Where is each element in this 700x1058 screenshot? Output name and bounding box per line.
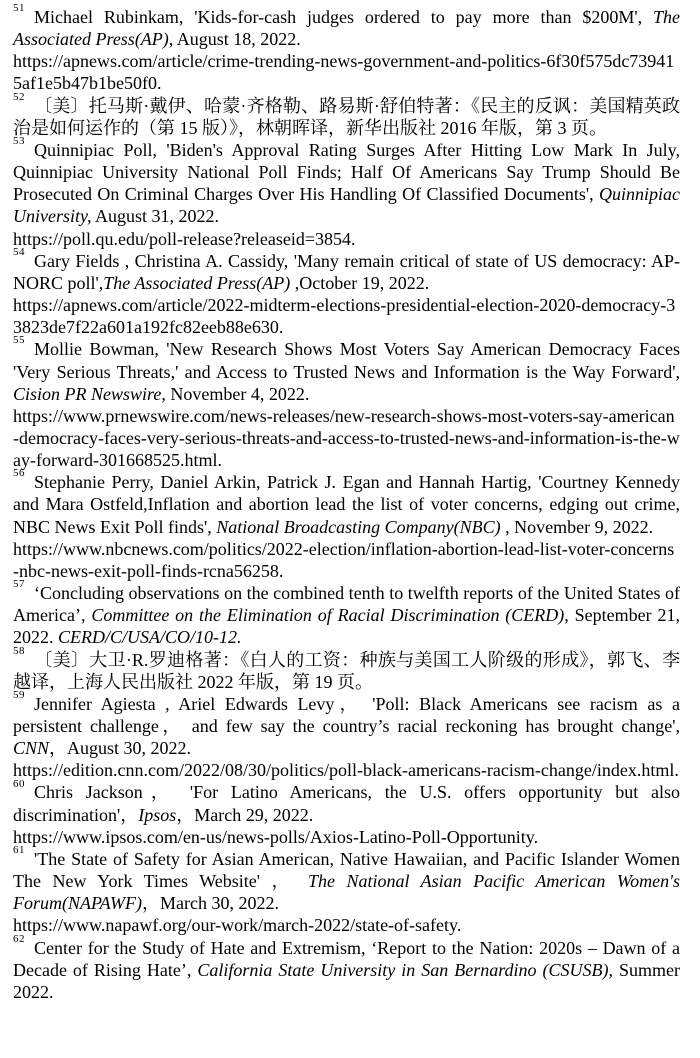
footnote-55 <box>13 334 680 471</box>
footnote-number: 61 <box>13 844 25 856</box>
footnote-text-run: Quinnipiac Poll, 'Biden's Approval Rating Surges After Hitting Low Mark In July, Quinnipiac University National Poll Finds; Half Of Americans Say Trump Should Be Prosecuted On Criminal Charges Over His Handling Of Classified Documents', <box>13 139 680 205</box>
footnote-text-run: Committee on the Elimination of Racial Discrimination (CERD), <box>91 605 569 626</box>
footnote-text-run: Michael Rubinkam, 'Kids-for-cash judges ordered to pay more than $200M', <box>34 7 653 27</box>
footnote-60 <box>13 777 680 847</box>
footnote-text-run: Summer 2022. <box>13 959 681 1002</box>
footnote-text-run: ，March 29, 2022. <box>176 804 314 825</box>
footnote-text-run: Quinnipiac University, <box>13 184 680 227</box>
footnote-number: 54 <box>13 245 25 258</box>
footnote-text-run: Center for the Study of Hate and Extremism, ‘Report to the Nation: 2020s – Dawn of a Decade of Rising Hate’, <box>13 937 680 980</box>
footnote-text-run: ，August 30, 2022. <box>49 738 192 759</box>
footnote-text-run: 〔美〕托马斯·戴伊、哈蒙·齐格勒、路易斯·舒伯特著：《民主的反讽：美国精英政治是如何运作的（第 15 版）》，林朝晖译，新华出版社 2016 年版，第 3 页。 <box>13 95 680 138</box>
footnote-number: 57 <box>13 578 25 591</box>
footnote-62 <box>13 932 681 1003</box>
footnote-text-run: Cision PR Newswire, <box>13 383 166 404</box>
footnote-text-run: , November 9, 2022. <box>500 516 654 537</box>
footnote-text-run: September 21, 2022. <box>13 605 680 648</box>
footnote-url: https://www.nbcnews.com/politics/2022-election/inflation-abortion-lead-list-voter-concerns-nbc-news-exit-poll-finds-rcna56258. <box>13 538 675 581</box>
footnote-text-run: August 18, 2022. <box>173 29 301 50</box>
footnote-url: https://apnews.com/article/2022-midterm-elections-presidential-election-2020-democracy-33823de7f22a601a192fc82eeb88e630. <box>13 295 676 338</box>
footnote-text-run: The National Asian Pacific American Women's Forum(NAPAWF) <box>13 871 681 914</box>
footnote-text-run: The Associated Press(AP) <box>103 272 291 293</box>
footnote-list <box>13 2 681 1003</box>
footnote-text-run: National Broadcasting Company(NBC) <box>216 516 501 537</box>
footnote-url: https://edition.cnn.com/2022/08/30/politics/poll-black-americans-racism-change/index.html. <box>13 760 679 781</box>
footnote-text-run: November 4, 2022. <box>165 383 310 404</box>
footnote-text-run: Jennifer Agiesta , Ariel Edwards Levy， 'Poll: Black Americans see racism as a persistent challenge， and few say the country’s racial reckoning has brought change', <box>13 693 680 736</box>
footnote-51 <box>13 2 680 95</box>
footnote-number: 58 <box>13 644 25 657</box>
footnote-text-run: Gary Fields , Christina A. Cassidy, 'Many remain critical of state of US democracy: AP-NORC poll', <box>13 250 680 293</box>
footnote-52 <box>13 90 680 139</box>
footnote-text-run: Mollie Bowman, 'New Research Shows Most Voters Say American Democracy Faces 'Very Serious Threats,' and Access to Trusted News and Information is the Way Forward', <box>13 339 680 382</box>
footnote-number: 51 <box>13 2 25 15</box>
footnote-text-run: The Associated Press(AP), <box>13 7 680 50</box>
footnote-number: 55 <box>13 334 25 347</box>
footnote-number: 52 <box>13 90 25 103</box>
footnote-url: https://apnews.com/article/crime-trending-news-government-and-politics-6f30f575dc739415af1e5b47b1be50f0. <box>13 51 675 94</box>
footnote-text-run: 〔美〕大卫·R.罗迪格著：《白人的工资：种族与美国工人阶级的形成》，郭飞、李越译，上海人民出版社 2022 年版，第 19 页。 <box>13 649 680 692</box>
footnote-url: https://www.prnewswire.com/news-releases/new-research-shows-most-voters-say-american-democracy-faces-very-serious-threats-and-access-to-trusted-news-and-information-is-the-way-forward-301668525.html. <box>13 405 680 471</box>
footnote-56 <box>13 467 680 582</box>
footnote-text-run: Stephanie Perry, Daniel Arkin, Patrick J. Egan and Hannah Hartig, 'Courtney Kennedy and Mara Ostfeld,Inflation and abortion lead the list of voter concerns, edging out crime, NBC News Exit Poll finds', <box>13 472 680 537</box>
footnote-text-run: CERD/C/USA/CO/10-12. <box>58 627 242 648</box>
footnote-58 <box>13 644 680 693</box>
footnote-text-run: ‘Concluding observations on the combined tenth to twelfth reports of the United States of America’, <box>13 583 680 626</box>
footnote-text-run: 'The State of Safety for Asian American, Native Hawaiian, and Pacific Islander Women The New York Times Website' ， <box>13 848 680 892</box>
footnote-url: https://www.napawf.org/our-work/march-2022/state-of-safety. <box>13 915 462 936</box>
footnote-59 <box>13 688 680 782</box>
footnote-url: https://www.ipsos.com/en-us/news-polls/Axios-Latino-Poll-Opportunity. <box>13 826 539 847</box>
footnote-text-run: Ipsos <box>138 804 177 825</box>
footnote-54 <box>13 245 680 339</box>
footnote-text-run: ，March 30, 2022. <box>141 893 279 914</box>
footnote-text-run: August 31, 2022. <box>91 206 220 227</box>
footnote-57 <box>13 578 680 648</box>
footnote-text-run: ,October 19, 2022. <box>290 272 430 293</box>
footnote-61 <box>13 844 681 937</box>
footnote-number: 56 <box>13 467 25 480</box>
footnote-number: 59 <box>13 688 25 701</box>
footnote-text-run: California State University in San Bernardino (CSUSB), <box>197 959 614 980</box>
footnote-number: 53 <box>13 135 25 147</box>
footnote-number: 60 <box>13 777 25 790</box>
footnote-53 <box>13 135 680 250</box>
footnote-text-run: Chris Jackson， 'For Latino Americans, the U.S. offers opportunity but also discrimination'， <box>13 782 680 825</box>
footnote-url: https://poll.qu.edu/poll-release?releaseid=3854. <box>13 228 356 249</box>
footnote-number: 62 <box>13 932 25 945</box>
footnote-text-run: CNN <box>13 738 50 759</box>
